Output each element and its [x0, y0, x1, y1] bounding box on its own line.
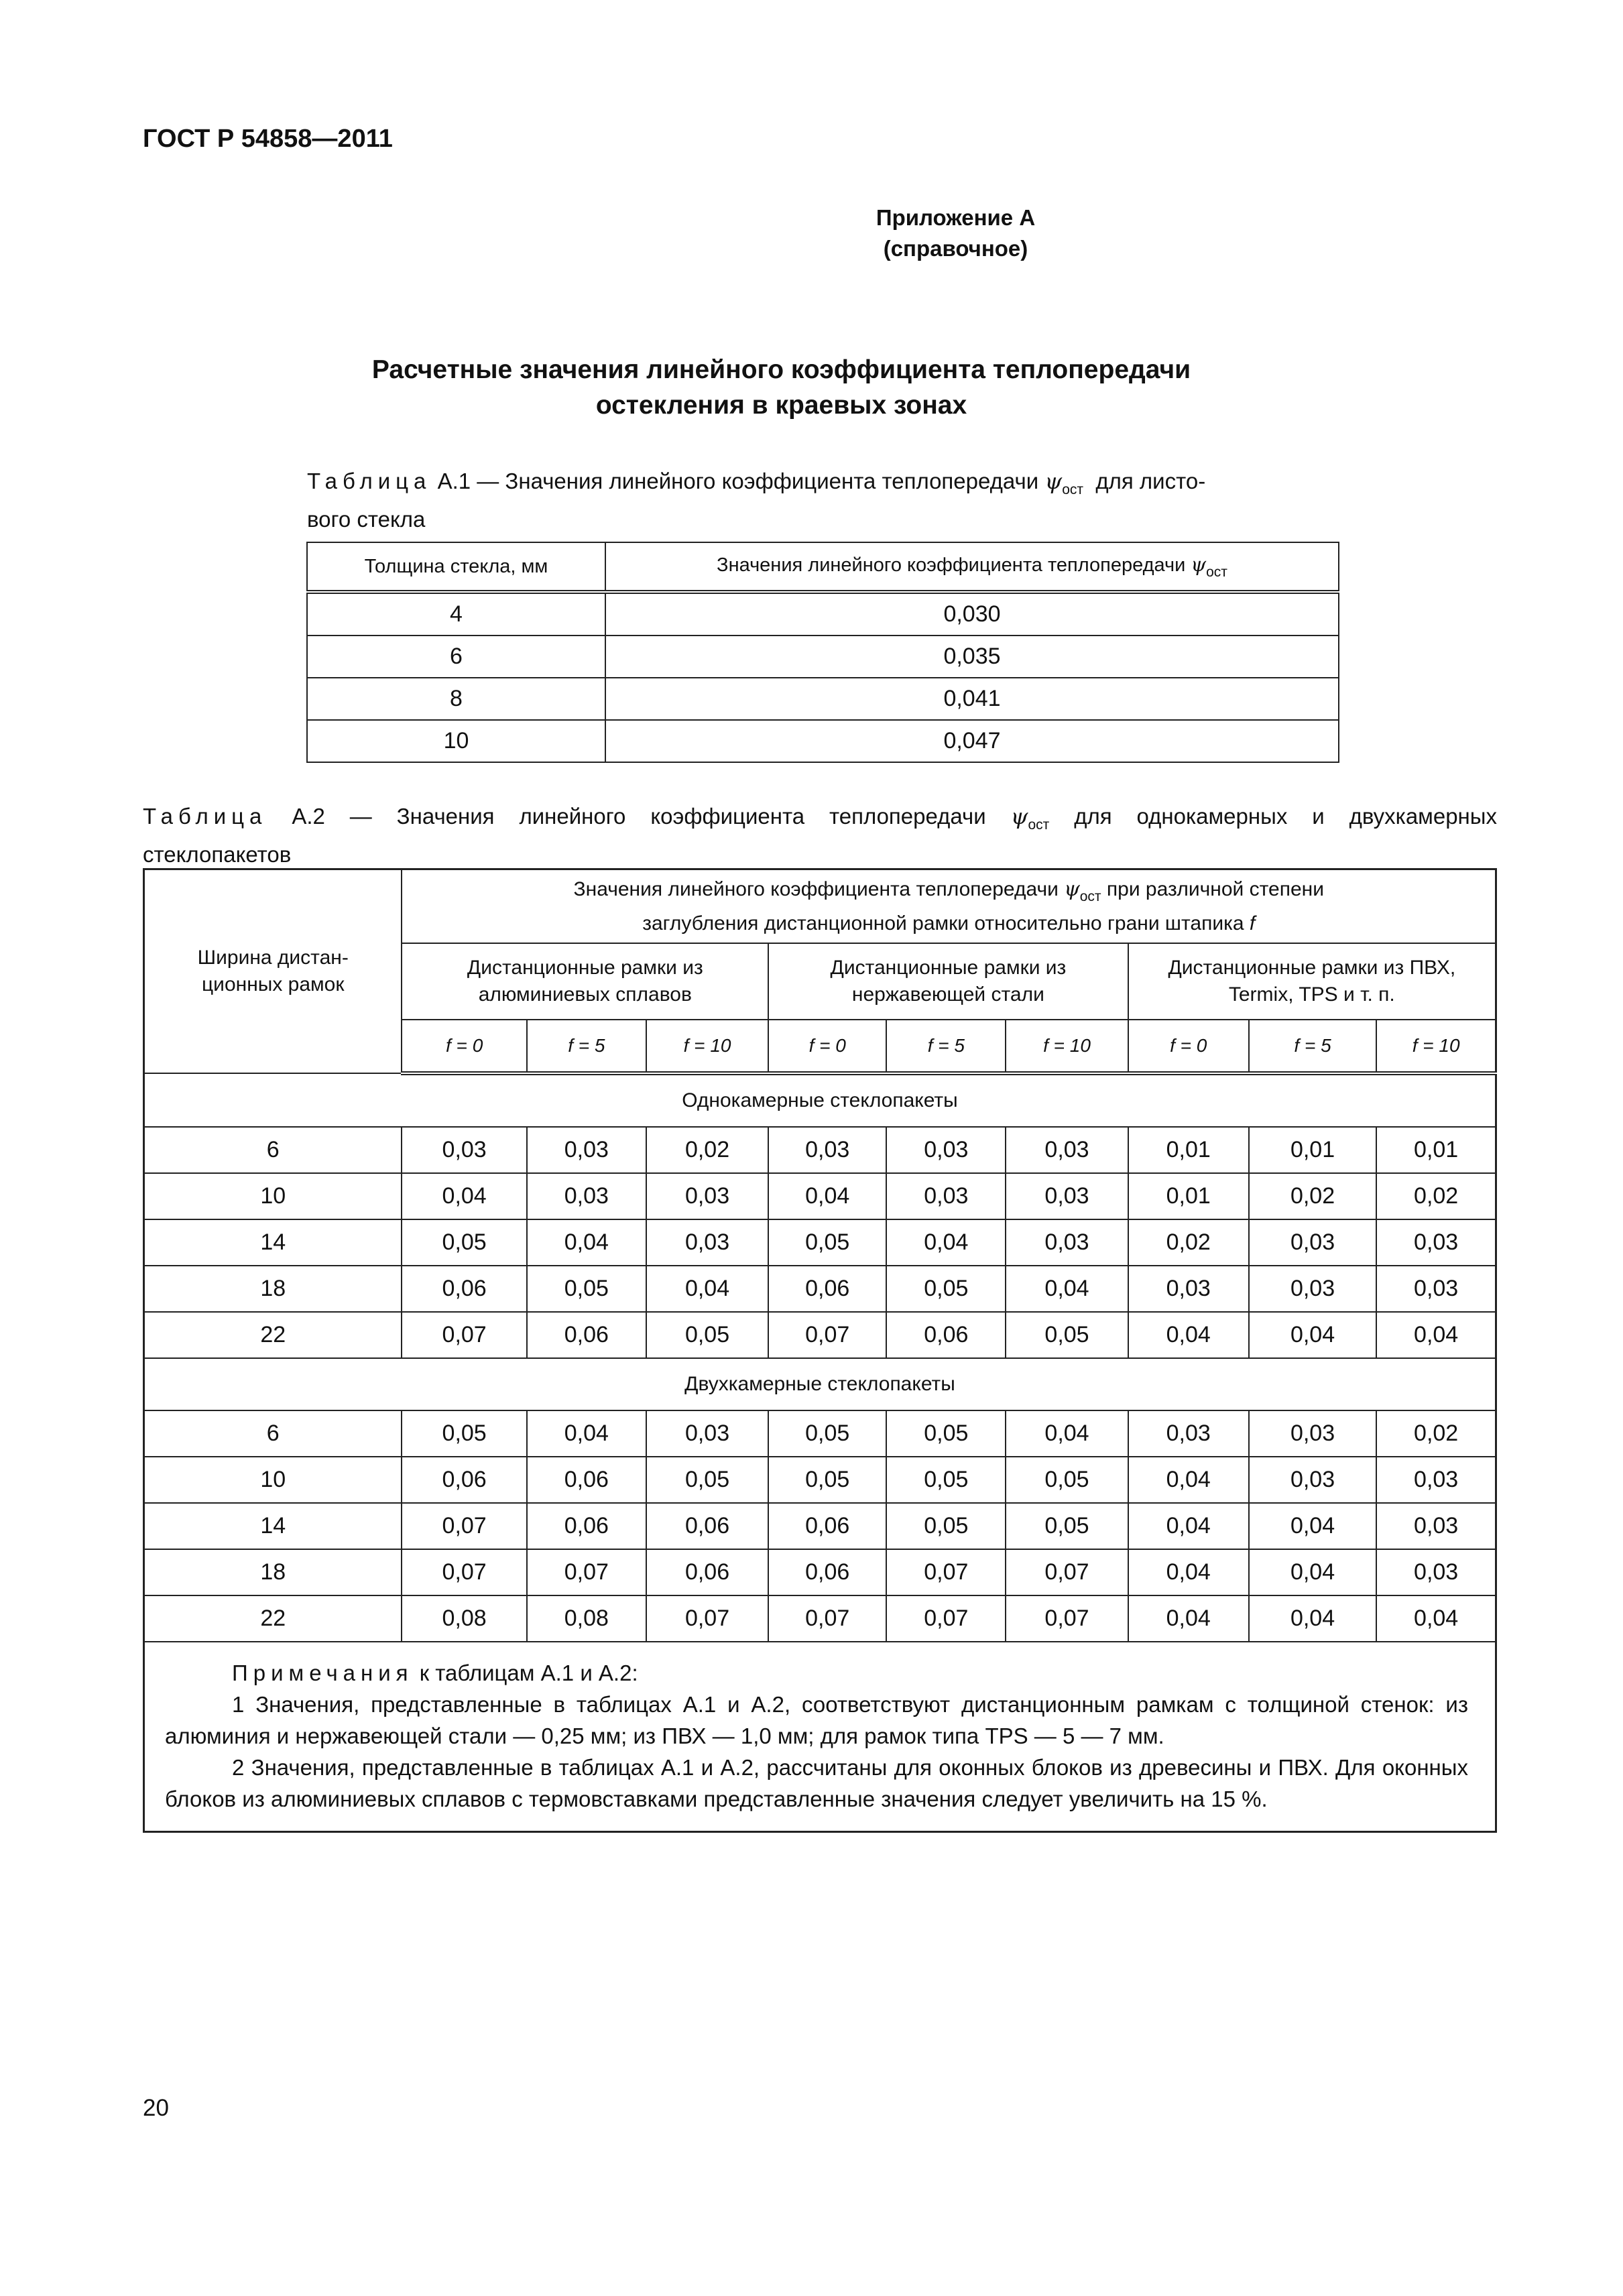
cell-value: 0,04 — [1249, 1312, 1376, 1358]
f-label-text: f = 0 — [446, 1035, 483, 1056]
f-label-text: f = 5 — [927, 1035, 965, 1056]
cell-width: 14 — [144, 1503, 402, 1549]
cell-value: 0,04 — [1249, 1595, 1376, 1642]
cell-value: 0,05 — [886, 1410, 1006, 1457]
section-row — [144, 1073, 1496, 1127]
cell-value: 0,05 — [646, 1312, 768, 1358]
f-label — [1376, 1020, 1496, 1073]
notes-row — [144, 1642, 1496, 1832]
psi-subscript: ост — [1079, 888, 1101, 904]
col-header-width: Ширина дистан- ционных рамок — [144, 869, 402, 1074]
table-row — [144, 1595, 1496, 1642]
table-row — [307, 678, 1339, 720]
cell-value: 0,047 — [605, 720, 1339, 762]
group-pvc: Дистанционные рамки из ПВХ, Termix, TPS и т. п. — [1128, 943, 1496, 1020]
table-row — [144, 1549, 1496, 1595]
table1-caption-text: А.1 — Значения линейного коэффициента теплопередачи — [437, 469, 1039, 493]
title-line-1: Расчетные значения линейного коэффициента теплопередачи — [371, 355, 1191, 384]
table-a1-body — [307, 592, 1339, 762]
cell-value: 0,07 — [402, 1312, 526, 1358]
cell-value: 0,04 — [646, 1266, 768, 1312]
cell-width: 18 — [144, 1266, 402, 1312]
cell-value: 0,02 — [1249, 1173, 1376, 1219]
cell-value: 0,02 — [1376, 1173, 1496, 1219]
table-a2 — [143, 868, 1497, 1833]
cell-value: 0,03 — [1006, 1173, 1128, 1219]
table2-caption-tail: для однокамерных и двухкамерных — [1074, 804, 1498, 829]
f-label — [402, 1020, 526, 1073]
cell-value: 0,02 — [1376, 1410, 1496, 1457]
cell-value: 0,03 — [527, 1127, 646, 1173]
table-row — [144, 1127, 1496, 1173]
f-label-text: f = 0 — [808, 1035, 846, 1056]
note-2: 2 Значения, представленные в таблицах А.1 и А.2, рассчитаны для оконных блоков из древесины и ПВХ. Для оконных блоков из алюминиевых сплавов с термовставками представленные значения следует увеличить на 15 %. — [165, 1755, 1468, 1811]
cell-value: 0,03 — [886, 1127, 1006, 1173]
cell-value: 0,03 — [1249, 1266, 1376, 1312]
cell-value: 0,04 — [1376, 1312, 1496, 1358]
cell-value: 0,03 — [1006, 1219, 1128, 1266]
cell-value: 0,03 — [886, 1173, 1006, 1219]
col-header-value — [605, 542, 1339, 592]
cell-thickness: 8 — [307, 678, 605, 720]
cell-value: 0,05 — [768, 1219, 886, 1266]
cell-value: 0,04 — [1128, 1457, 1249, 1503]
cell-value: 0,06 — [527, 1503, 646, 1549]
cell-value: 0,04 — [1249, 1503, 1376, 1549]
cell-value: 0,05 — [1006, 1312, 1128, 1358]
cell-thickness: 10 — [307, 720, 605, 762]
cell-value: 0,05 — [886, 1266, 1006, 1312]
cell-value: 0,05 — [768, 1410, 886, 1457]
page-number: 20 — [143, 2095, 169, 2121]
note-1: 1 Значения, представленные в таблицах А.1 и А.2, соответствуют дистанционным рамкам с толщиной стенок: из алюминия и нержавеющей стали — 0,25 мм; из ПВХ — 1,0 мм; для рамок типа TPS — 5 — 7 мм. — [165, 1692, 1468, 1748]
table-row — [307, 592, 1339, 636]
cell-value: 0,03 — [646, 1173, 768, 1219]
cell-value: 0,06 — [768, 1549, 886, 1595]
cell-value: 0,07 — [527, 1549, 646, 1595]
cell-value: 0,03 — [1249, 1219, 1376, 1266]
cell-value: 0,08 — [527, 1595, 646, 1642]
notes-label-tail: к таблицам А.1 и А.2: — [419, 1660, 638, 1685]
f-label-text: f = 5 — [568, 1035, 605, 1056]
table-row — [144, 1266, 1496, 1312]
cell-value: 0,030 — [605, 592, 1339, 636]
table-row — [144, 1173, 1496, 1219]
cell-value: 0,04 — [768, 1173, 886, 1219]
cell-value: 0,07 — [402, 1503, 526, 1549]
table2-caption-text: А.2 — Значения линейного коэффициента теплопередачи — [292, 804, 986, 829]
cell-thickness: 4 — [307, 592, 605, 636]
cell-value: 0,03 — [1128, 1266, 1249, 1312]
cell-width: 6 — [144, 1410, 402, 1457]
f-label-text: f = 5 — [1294, 1035, 1331, 1056]
cell-value: 0,03 — [1376, 1549, 1496, 1595]
table-a2-body — [144, 1073, 1496, 1642]
cell-width: 18 — [144, 1549, 402, 1595]
cell-value: 0,03 — [1376, 1457, 1496, 1503]
cell-value: 0,05 — [402, 1410, 526, 1457]
cell-value: 0,07 — [1006, 1549, 1128, 1595]
cell-value: 0,03 — [527, 1173, 646, 1219]
cell-value: 0,07 — [402, 1549, 526, 1595]
cell-width: 14 — [144, 1219, 402, 1266]
psi-symbol: ψ — [1191, 552, 1207, 576]
f-label-text: f = 0 — [1170, 1035, 1207, 1056]
title-line-2: остекления в краевых зонах — [595, 391, 967, 420]
cell-value: 0,03 — [646, 1219, 768, 1266]
page-title — [0, 352, 1623, 423]
cell-value: 0,04 — [886, 1219, 1006, 1266]
table-row — [144, 1410, 1496, 1457]
table-row — [144, 1457, 1496, 1503]
cell-value: 0,01 — [1128, 1127, 1249, 1173]
group-aluminium: Дистанционные рамки из алюминиевых сплавов — [402, 943, 768, 1020]
table1-caption-tail: для листо- — [1095, 469, 1206, 493]
cell-value: 0,03 — [1128, 1410, 1249, 1457]
f-symbol: f — [1249, 912, 1256, 934]
appendix-title: Приложение А — [876, 205, 1036, 230]
cell-value: 0,06 — [402, 1457, 526, 1503]
group-stainless: Дистанционные рамки из нержавеющей стали — [768, 943, 1128, 1020]
head-line1a: Значения линейного коэффициента теплопередачи — [573, 878, 1059, 900]
appendix-heading — [0, 202, 1623, 264]
cell-value: 0,04 — [527, 1410, 646, 1457]
f-label — [886, 1020, 1006, 1073]
cell-value: 0,05 — [646, 1457, 768, 1503]
cell-value: 0,04 — [1249, 1549, 1376, 1595]
cell-value: 0,06 — [527, 1457, 646, 1503]
cell-value: 0,05 — [527, 1266, 646, 1312]
cell-width: 6 — [144, 1127, 402, 1173]
head-line2: заглубления дистанционной рамки относительно грани штапика — [642, 912, 1244, 934]
f-label — [646, 1020, 768, 1073]
table2-caption-tail-2: стеклопакетов — [143, 842, 292, 867]
psi-subscript: ост — [1206, 564, 1227, 580]
cell-value: 0,07 — [886, 1549, 1006, 1595]
table2-header-row-1 — [144, 869, 1496, 944]
cell-value: 0,02 — [1128, 1219, 1249, 1266]
cell-value: 0,04 — [527, 1219, 646, 1266]
f-label — [527, 1020, 646, 1073]
cell-value: 0,06 — [768, 1503, 886, 1549]
cell-width: 22 — [144, 1312, 402, 1358]
table2-caption-line1 — [143, 802, 1497, 840]
cell-value: 0,03 — [646, 1410, 768, 1457]
f-label — [1006, 1020, 1128, 1073]
appendix-type: (справочное) — [883, 236, 1028, 261]
cell-value: 0,05 — [1006, 1503, 1128, 1549]
table-a1 — [306, 542, 1339, 763]
f-label — [1249, 1020, 1376, 1073]
cell-value: 0,03 — [1249, 1410, 1376, 1457]
cell-width: 10 — [144, 1173, 402, 1219]
cell-value: 0,05 — [886, 1503, 1006, 1549]
table2-caption-label: Таблица — [143, 804, 267, 829]
cell-value: 0,04 — [1006, 1266, 1128, 1312]
f-label-text: f = 10 — [683, 1035, 731, 1056]
f-label — [768, 1020, 886, 1073]
cell-value: 0,05 — [886, 1457, 1006, 1503]
table1-caption — [307, 467, 1339, 534]
table-row — [307, 720, 1339, 762]
cell-value: 0,04 — [1006, 1410, 1128, 1457]
cell-value: 0,06 — [646, 1549, 768, 1595]
cell-value: 0,03 — [1376, 1266, 1496, 1312]
cell-value: 0,041 — [605, 678, 1339, 720]
cell-value: 0,06 — [402, 1266, 526, 1312]
cell-value: 0,035 — [605, 636, 1339, 678]
section-row — [144, 1358, 1496, 1410]
cell-thickness: 6 — [307, 636, 605, 678]
section-title: Однокамерные стеклопакеты — [144, 1073, 1496, 1127]
cell-width: 10 — [144, 1457, 402, 1503]
psi-symbol: ψ — [1010, 803, 1028, 829]
notes-label: Примечания — [232, 1660, 414, 1685]
cell-value: 0,08 — [402, 1595, 526, 1642]
table1-caption-label: Таблица — [307, 469, 432, 493]
cell-value: 0,05 — [1006, 1457, 1128, 1503]
cell-value: 0,04 — [1128, 1549, 1249, 1595]
cell-value: 0,03 — [768, 1127, 886, 1173]
cell-value: 0,04 — [1128, 1312, 1249, 1358]
cell-value: 0,03 — [1376, 1219, 1496, 1266]
table-row — [144, 1312, 1496, 1358]
f-label-text: f = 10 — [1043, 1035, 1091, 1056]
cell-value: 0,05 — [402, 1219, 526, 1266]
cell-value: 0,07 — [886, 1595, 1006, 1642]
table-row — [307, 636, 1339, 678]
cell-value: 0,01 — [1128, 1173, 1249, 1219]
table-row — [144, 1219, 1496, 1266]
cell-value: 0,04 — [1128, 1595, 1249, 1642]
table2-caption — [143, 802, 1497, 869]
f-label — [1128, 1020, 1249, 1073]
cell-value: 0,06 — [646, 1503, 768, 1549]
cell-value: 0,06 — [886, 1312, 1006, 1358]
cell-value: 0,04 — [402, 1173, 526, 1219]
cell-value: 0,01 — [1249, 1127, 1376, 1173]
cell-value: 0,05 — [768, 1457, 886, 1503]
cell-value: 0,03 — [1006, 1127, 1128, 1173]
cell-value: 0,07 — [1006, 1595, 1128, 1642]
document-code: ГОСТ Р 54858—2011 — [143, 125, 393, 153]
table-header-row — [307, 542, 1339, 592]
col-header-thickness: Толщина стекла, мм — [307, 542, 605, 592]
cell-value: 0,07 — [768, 1595, 886, 1642]
cell-value: 0,06 — [768, 1266, 886, 1312]
f-label-text: f = 10 — [1412, 1035, 1460, 1056]
psi-symbol: ψ — [1044, 468, 1063, 494]
cell-value: 0,01 — [1376, 1127, 1496, 1173]
cell-value: 0,07 — [646, 1595, 768, 1642]
notes-cell — [144, 1642, 1496, 1832]
section-title: Двухкамерные стеклопакеты — [144, 1358, 1496, 1410]
cell-value: 0,03 — [1376, 1503, 1496, 1549]
cell-value: 0,02 — [646, 1127, 768, 1173]
cell-value: 0,06 — [527, 1312, 646, 1358]
table-row — [144, 1503, 1496, 1549]
psi-symbol: ψ — [1064, 877, 1080, 901]
psi-subscript: ост — [1028, 817, 1050, 833]
cell-value: 0,03 — [1249, 1457, 1376, 1503]
head-line1b: при различной степени — [1106, 878, 1324, 900]
table1-caption-tail-2: вого стекла — [307, 507, 426, 532]
psi-subscript: ост — [1062, 482, 1084, 497]
cell-value: 0,03 — [402, 1127, 526, 1173]
cell-width: 22 — [144, 1595, 402, 1642]
cell-value: 0,04 — [1376, 1595, 1496, 1642]
notes-heading — [232, 1657, 1468, 1689]
cell-value: 0,04 — [1128, 1503, 1249, 1549]
col-header-values — [402, 869, 1496, 944]
col-header-value-text: Значения линейного коэффициента теплопередачи — [717, 554, 1186, 576]
cell-value: 0,07 — [768, 1312, 886, 1358]
